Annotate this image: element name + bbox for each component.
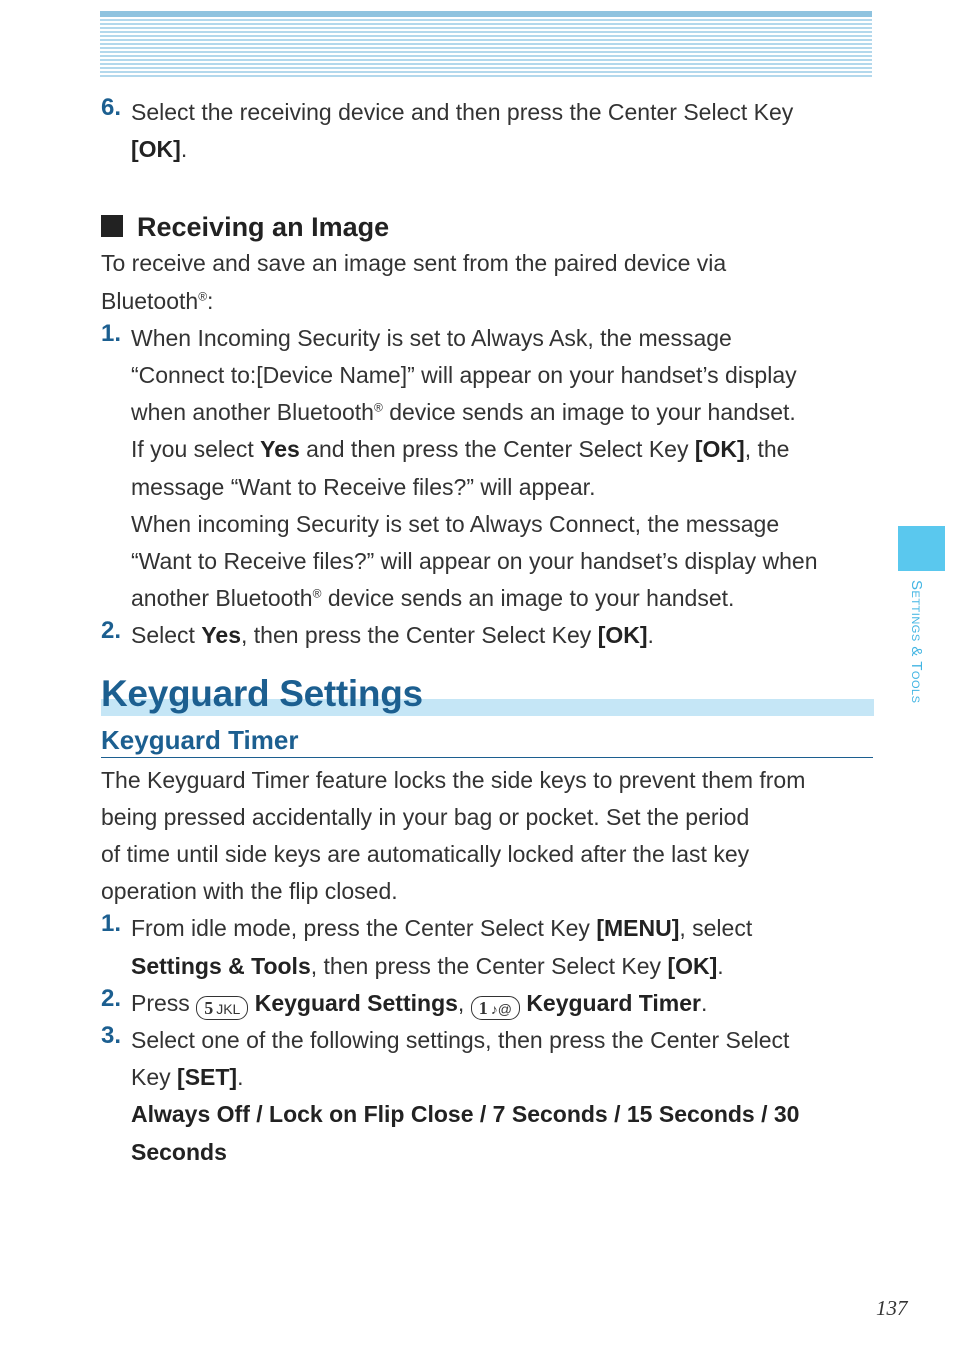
section-tab-label: Settings & Tools: [908, 580, 925, 704]
page-content: 6. Select the receiving device and then press the Center Select Key [OK]. Receiving an Image To receive and save an image sent from the paired device via Bluetooth®: 1. When Incoming Security is set to Always Ask, the message “Connect to:[Device Name]” will appear on your handset’s display when another Bluetooth® device sends an image to your handset. If you select Yes and then press the Center Select Key [OK], the message “Want to Receive files?” will appear. When incoming Security is set to Always Connect, the message “Want to Receive files?” will appear on your handset’s display when another Bluetooth® device sends an image to your handset. 2. Select Yes, then press the Center Select Key [OK]. Keyguard Settings Keyguard Timer The Keyguard Timer feature locks the side keys to prevent them from being pressed accidentally in your bag or pocket. Set the period of time until side keys are automatically locked after the last key operation with the flip closed. 1. From idle mode, press the Center Select Key [MENU], select Settings & Tools, then press the Center Select Key [OK]. 2. Press 5 JKL Keyguard Settings, 1 ♪@ Keyguard Timer. 3. Select one of the following settings, then press the Center Select Key [SET]. Always Off / Lock on Flip Close / 7 Seconds / 15 Seconds / 30 Seconds: [101, 94, 873, 1171]
keyguard-title-block: [101, 672, 873, 724]
page-number: 137: [876, 1296, 908, 1320]
receiving-step-1: 1. When Incoming Security is set to Always Ask, the message “Connect to:[Device Name]” will appear on your handset’s display when another Bluetooth® device sends an image to your handset. If you select Yes and then press the Center Select Key [OK], the message “Want to Receive files?” will appear. When incoming Security is set to Always Connect, the message “Want to Receive files?” will appear on your handset’s display when another Bluetooth® device sends an image to your handset.: [101, 319, 818, 612]
step-number: 6.: [101, 94, 122, 121]
ok-key-label: [OK]: [131, 136, 181, 163]
step-number: 2.: [101, 984, 122, 1012]
step-text: Select the receiving device and then press the Center Select Key: [131, 99, 794, 125]
intro-text: To receive and save an image sent from the paired device via: [101, 250, 727, 277]
keyguard-description: The Keyguard Timer feature locks the side keys to prevent them from being pressed accidentally in your bag or pocket. Set the period of time until side keys are automatically locked after the last key operation with the flip closed.: [101, 766, 806, 905]
section-tab: [898, 526, 945, 571]
keyguard-step-3: 3. Select one of the following settings, then press the Center Select Key [SET]. Always Off / Lock on Flip Close / 7 Seconds / 15 Seconds / 30 Seconds: [101, 1022, 873, 1171]
key-1-icon: 1 ♪@: [471, 996, 520, 1020]
step-number: 1.: [101, 910, 122, 938]
step-6: 6. Select the receiving device and then press the Center Select Key [OK].: [101, 94, 873, 168]
receiving-step-2: 2. Select Yes, then press the Center Select Key [OK].: [101, 617, 654, 649]
step-number: 3.: [101, 1022, 122, 1050]
keyguard-step-1: 1. From idle mode, press the Center Select Key [MENU], select Settings & Tools, then press the Center Select Key [OK].: [101, 910, 753, 979]
step-number: 1.: [101, 319, 122, 347]
subsection-title: Keyguard Timer: [101, 724, 873, 758]
square-bullet-icon: [101, 215, 123, 237]
key-5-icon: 5 JKL: [196, 996, 248, 1020]
keyguard-step-2: 2. Press 5 JKL Keyguard Settings, 1 ♪@ Keyguard Timer.: [101, 984, 708, 1018]
page-title: Keyguard Settings: [101, 672, 423, 714]
section-heading-receiving: Receiving an Image: [101, 209, 873, 245]
header-banner: [100, 11, 872, 79]
timer-options: Always Off / Lock on Flip Close / 7 Seconds / 15 Seconds / 30: [131, 1101, 800, 1128]
step-number: 2.: [101, 617, 122, 645]
